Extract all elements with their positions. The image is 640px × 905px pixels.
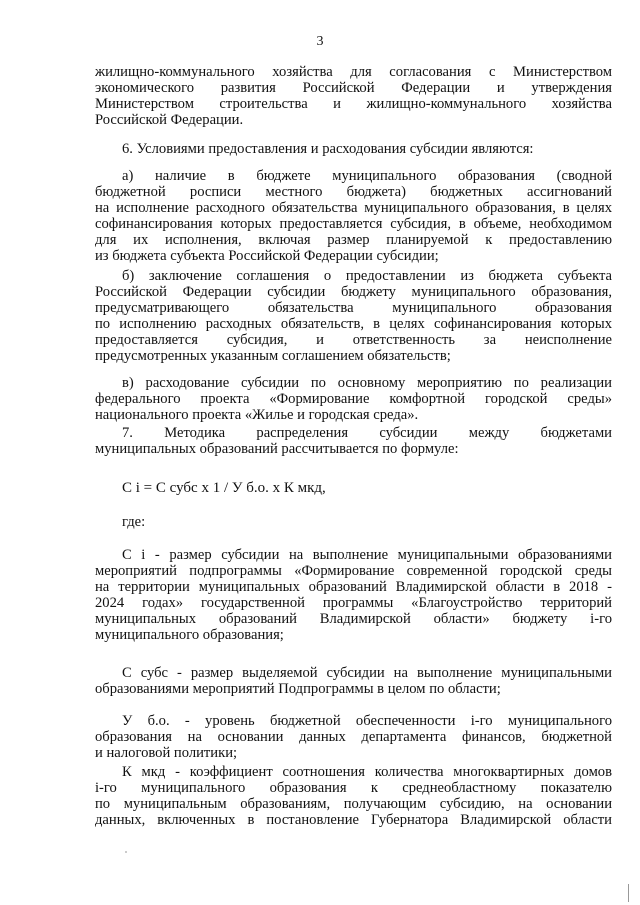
text-line: федерального проекта «Формирование комфортной городской среды» (95, 391, 612, 408)
text-line: С i - размер субсидии на выполнение муниципальными образованиями (122, 547, 612, 563)
text-line: С субс - размер выделяемой субсидии на выполнение муниципальными (122, 665, 612, 681)
definition-u-bo (95, 713, 612, 761)
paragraph-v (95, 375, 612, 423)
text-line: муниципальных образований Владимирской области» бюджету i-го (95, 611, 612, 628)
formula: С i = С субс х 1 / У б.о. х К мкд, (122, 480, 326, 496)
text-line: предоставляется субсидия, и ответственность за неисполнение (95, 332, 612, 349)
paragraph-intro (95, 64, 612, 128)
text-line: 2024 годах» государственной программы «Благоустройство территорий (95, 595, 612, 612)
paragraph-7 (95, 425, 612, 457)
text-line: из бюджета субъекта Российской Федерации субсидии; (95, 248, 439, 265)
text-line: по исполнению расходных обязательств, в целях софинансирования которых (95, 316, 612, 333)
text-line: Российской Федерации. (95, 112, 244, 129)
text-line: бюджетной росписи местного бюджета) бюджетных ассигнований (95, 184, 612, 201)
text-line: Российской Федерации субсидии бюджету муниципального образования, (95, 284, 612, 301)
text-line: в) расходование субсидии по основному мероприятию по реализации (122, 375, 612, 391)
scan-edge-mark (628, 884, 629, 902)
text-line: К мкд - коэффициент соотношения количества многоквартирных домов (122, 764, 612, 780)
text-line: а) наличие в бюджете муниципального образования (сводной (122, 168, 612, 184)
text-line: по муниципальным образованиям, получающим субсидию, на основании (95, 796, 612, 813)
text-line: муниципальных образований рассчитывается по формуле: (95, 441, 459, 458)
text-line: и налоговой политики; (95, 745, 238, 762)
text-line: на территории муниципальных образований Владимирской области в 2018 - (95, 579, 612, 596)
page-number: 3 (316, 34, 324, 49)
text-line: софинансирования которых предоставляется субсидия, в объеме, необходимом (95, 216, 612, 233)
text-line: У б.о. - уровень бюджетной обеспеченности i-го муниципального (122, 713, 612, 729)
text-line: 7. Методика распределения субсидии между бюджетами (122, 425, 612, 441)
text-line: данных, включенных в постановление Губернатора Владимирской области (95, 812, 612, 829)
text-line: предусмотренных указанным соглашением обязательств; (95, 348, 451, 365)
text-line: Министерством строительства и жилищно-коммунального хозяйства (95, 96, 612, 113)
text-line: i-го муниципального образования к среднеобластному показателю (95, 780, 612, 797)
text-line: для их исполнения, включая размер планируемой к предоставлению (95, 232, 612, 249)
where-label: где: (122, 514, 146, 530)
paragraph-6 (95, 141, 612, 157)
definition-c-i (95, 547, 612, 644)
text-line: 6. Условиями предоставления и расходования субсидии являются: (122, 141, 534, 157)
text-line: образования на основании данных департамента финансов, бюджетной (95, 729, 612, 746)
scan-speck (125, 851, 127, 853)
text-line: жилищно-коммунального хозяйства для согласования с Министерством (95, 64, 612, 80)
text-line: мероприятий подпрограммы «Формирование современной городской среды (95, 563, 612, 580)
text-line: муниципального образования; (95, 627, 284, 644)
text-line: б) заключение соглашения о предоставлении из бюджета субъекта (122, 268, 612, 284)
definition-k-mkd (95, 764, 612, 828)
paragraph-a (95, 168, 612, 265)
text-line: предусматривающего обязательства муниципального образования (95, 300, 612, 317)
definition-c-subs (95, 665, 612, 697)
text-line: национального проекта «Жилье и городская среда». (95, 407, 419, 424)
paragraph-b (95, 268, 612, 365)
text-line: экономического развития Российской Федерации и утверждения (95, 80, 612, 97)
text-line: на исполнение расходного обязательства муниципального образования, в целях (95, 200, 612, 217)
text-line: образованиями мероприятий Подпрограммы в целом по области; (95, 681, 501, 698)
